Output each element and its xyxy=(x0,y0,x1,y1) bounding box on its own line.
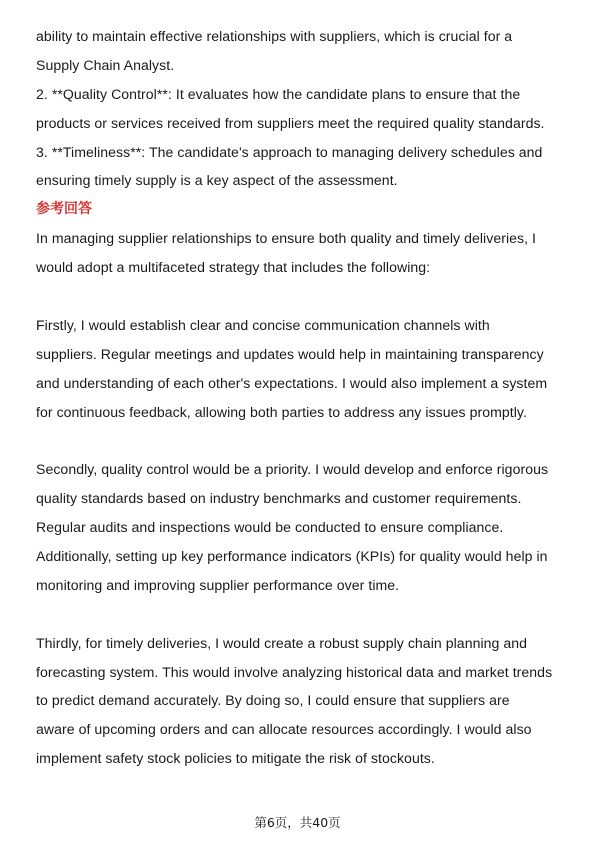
text-line: products or services received from suppliers meet the required quality standards. xyxy=(36,114,545,131)
document-body xyxy=(36,22,566,773)
text-line: In managing supplier relationships to ensure both quality and timely deliveries, I xyxy=(36,230,537,247)
text-line: 3. **Timeliness**: The candidate's approach to managing delivery schedules and xyxy=(36,143,543,160)
text-line: 2. **Quality Control**: It evaluates how the candidate plans to ensure that the xyxy=(36,85,521,102)
text-line: and understanding of each other's expectations. I would also implement a system xyxy=(36,374,548,391)
text-line: Regular audits and inspections would be conducted to ensure compliance. xyxy=(36,519,504,536)
answer-paragraph xyxy=(36,629,566,773)
answer-paragraph xyxy=(36,455,566,599)
paragraph-spacer xyxy=(36,426,566,455)
text-line: monitoring and improving supplier performance over time. xyxy=(36,576,400,593)
text-line: Firstly, I would establish clear and concise communication channels with xyxy=(36,316,490,333)
text-line: forecasting system. This would involve analyzing historical data and market trends xyxy=(36,663,553,680)
text-line: ability to maintain effective relationships with suppliers, which is crucial for a xyxy=(36,28,513,44)
section-heading: 参考回答 xyxy=(36,201,92,218)
text-line: Thirdly, for timely deliveries, I would create a robust supply chain planning and xyxy=(36,634,528,651)
text-line: implement safety stock policies to mitigate the risk of stockouts. xyxy=(36,750,435,767)
text-line: ensuring timely supply is a key aspect of the assessment. xyxy=(36,172,398,189)
paragraph-spacer xyxy=(36,600,566,629)
answer-paragraph xyxy=(36,311,566,427)
text-line: would adopt a multifaceted strategy that includes the following: xyxy=(36,259,431,276)
page-number-footer: 第6页，共40页 xyxy=(254,815,341,830)
text-line: Supply Chain Analyst. xyxy=(36,56,175,73)
paragraph-spacer xyxy=(36,282,566,311)
text-line: aware of upcoming orders and can allocate resources accordingly. I would also xyxy=(36,721,532,738)
text-line: Secondly, quality control would be a priority. I would develop and enforce rigorous xyxy=(36,461,549,478)
text-line: for continuous feedback, allowing both parties to address any issues promptly. xyxy=(36,403,527,420)
text-line: to predict demand accurately. By doing so, I could ensure that suppliers are xyxy=(36,692,510,709)
answer-paragraph xyxy=(36,224,566,282)
text-line: Additionally, setting up key performance indicators (KPIs) for quality would help in xyxy=(36,548,548,565)
criteria-text xyxy=(36,22,566,195)
text-line: quality standards based on industry benchmarks and customer requirements. xyxy=(36,490,522,507)
text-line: suppliers. Regular meetings and updates would help in maintaining transparency xyxy=(36,345,544,362)
